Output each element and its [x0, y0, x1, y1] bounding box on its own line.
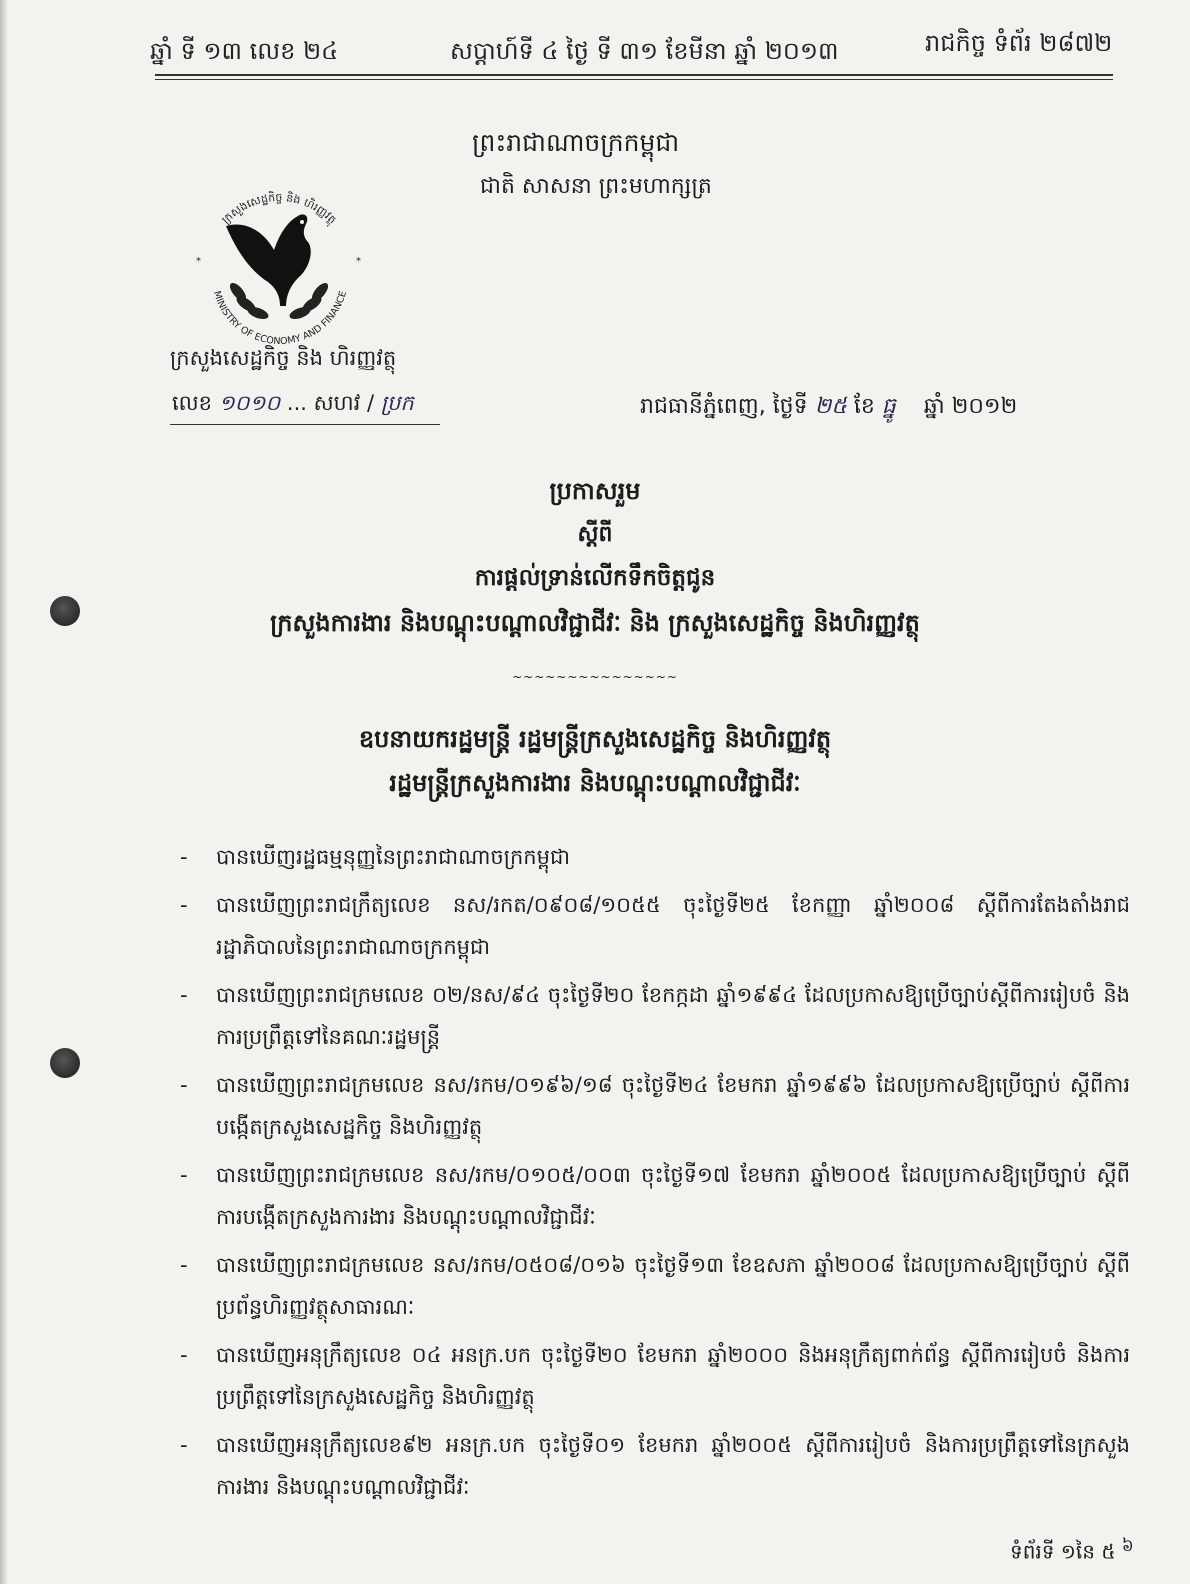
national-motto: ជាតិ សាសនា ព្រះមហាក្សត្រ: [480, 174, 712, 199]
parties-title: ក្រសួងការងារ និងបណ្តុះបណ្តាលវិជ្ជាជីវៈ និង ក្រសួងសេដ្ឋកិច្ច និងហិរញ្ញវត្ថុ: [270, 609, 920, 637]
seal-top-text: ក្រសួងសេដ្ឋកិច្ច និង ហិរញ្ញវត្ថុ: [219, 191, 339, 227]
reference-underline: [170, 424, 440, 425]
list-item: - បានឃើញព្រះរាជក្រមលេខ ០២/នស/៩៤ ចុះថ្ងៃទី២០ ខែកក្កដា ឆ្នាំ១៩៩៤ ដែលប្រកាសឱ្យប្រើច្បាប់ស្តីពីការរៀបចំ និងការប្រព្រឹត្តទៅនៃគណៈរដ្ឋមន្ត្រី: [180, 983, 1130, 1049]
dateline-day: ២៥: [814, 394, 847, 419]
kingdom-name: ព្រះរាជាណាចក្រកម្ពុជា: [472, 128, 680, 157]
reference-number: លេខ ១០១០ ... សហវ / ប្រក: [172, 391, 414, 415]
page-mark: ៦: [1121, 1536, 1134, 1555]
reference-code-handwritten: ប្រក: [380, 391, 414, 415]
dateline-year: ឆ្នាំ ២០១២: [923, 394, 1018, 419]
svg-text:*: *: [196, 256, 201, 267]
subject-title: ការផ្តល់ទ្រាន់លើកទឹកចិត្តជូន: [474, 565, 716, 591]
list-item: - បានឃើញរដ្ឋធម្មនុញ្ញនៃព្រះរាជាណាចក្រកម្ពុជា: [180, 845, 570, 869]
header-rule-thin: [155, 79, 1113, 80]
gazette-year-issue: ឆ្នាំ ទី ១៣ លេខ ២៤: [150, 37, 339, 65]
reference-separator: សហវ: [313, 391, 361, 415]
seal-bottom-text: MINISTRY OF ECONOMY AND FINANCE: [210, 289, 350, 348]
list-item: - បានឃើញព្រះរាជក្រមលេខ នស/រកម/០១៩៦/១៨ ចុះថ្ងៃទី២៤ ខែមករា ឆ្នាំ១៩៩៦ ដែលប្រកាសឱ្យប្រើច្បាប់ ស្តីពីការបង្កើតក្រសួងសេដ្ឋកិច្ច និងហិរញ្ញវត្ថុ: [180, 1073, 1130, 1139]
dateline: [640, 392, 1017, 424]
dateline-place: រាជធានីភ្នំពេញ, ថ្ងៃទី: [640, 394, 808, 419]
authority-line-2: រដ្ឋមន្ត្រីក្រសួងការងារ និងបណ្តុះបណ្តាលវិជ្ជាជីវៈ: [389, 769, 801, 797]
list-item: - បានឃើញព្រះរាជក្រមលេខ នស/រកម/០៥០៨/០១៦ ចុះថ្ងៃទី១៣ ខែឧសភា ឆ្នាំ២០០៨ ដែលប្រកាសឱ្យប្រើច្បាប់ ស្តីពីប្រព័ន្ធហិរញ្ញវត្ថុសាធារណៈ: [180, 1253, 1130, 1319]
header-rule: [155, 74, 1113, 76]
page-footer: [1010, 1536, 1134, 1569]
citation-list: [180, 836, 1130, 1514]
list-item: - បានឃើញព្រះរាជក្រឹត្យលេខ នស/រកត/០៩០៨/១០៥៥ ចុះថ្ងៃទី២៥ ខែកញ្ញា ឆ្នាំ២០០៨ ស្តីពីការតែងតាំងរាជរដ្ឋាភិបាលនៃព្រះរាជាណាចក្រកម្ពុជា: [180, 893, 1130, 959]
punch-hole-icon: [50, 1048, 80, 1078]
document-type-title: ប្រកាសរួម: [549, 477, 641, 505]
page-counter: ទំព័រទី ១នៃ ៥: [1010, 1539, 1116, 1564]
list-item: - បានឃើញព្រះរាជក្រមលេខ នស/រកម/០១០៥/០០៣ ចុះថ្ងៃទី១៧ ខែមករា ឆ្នាំ២០០៥ ដែលប្រកាសឱ្យប្រើច្បាប់ ស្តីពីការបង្កើតក្រសួងការងារ និងបណ្តុះបណ្តាលវិជ្ជាជីវៈ: [180, 1163, 1130, 1229]
authority-line-1: ឧបនាយករដ្ឋមន្ត្រី រដ្ឋមន្ត្រីក្រសួងសេដ្ឋកិច្ច និងហិរញ្ញវត្ថុ: [358, 725, 832, 753]
reference-number-handwritten: ១០១០: [218, 391, 281, 415]
svg-text:*: *: [356, 256, 361, 267]
gazette-page-number: រាជកិច្ច ទំព័រ ២៨៧២: [925, 29, 1113, 57]
gazette-week-date: សប្តាហ៍ទី ៤ ថ្ងៃ ទី ៣១ ខែមីនា ឆ្នាំ ២០១៣: [450, 37, 839, 65]
about-label: ស្តីពី: [577, 522, 613, 547]
punch-hole-icon: [50, 596, 80, 626]
ministry-name: ក្រសួងសេដ្ឋកិច្ច និង ហិរញ្ញវត្ថុ: [170, 346, 397, 370]
dateline-month-label: ខែ: [853, 394, 875, 419]
reference-prefix: លេខ: [172, 391, 212, 415]
list-item: - បានឃើញអនុក្រឹត្យលេខ៩២ អនក្រ.បក ចុះថ្ងៃទី០១ ខែមករា ឆ្នាំ២០០៥ ស្តីពីការរៀបចំ និងការប្រព្រឹត្តទៅនៃក្រសួងការងារ និងបណ្តុះបណ្តាលវិជ្ជាជីវៈ: [180, 1433, 1130, 1499]
dateline-month: ធ្នូ: [881, 394, 896, 419]
ministry-seal-icon: [186, 172, 372, 352]
list-item: - បានឃើញអនុក្រឹត្យលេខ ០៤ អនក្រ.បក ចុះថ្ងៃទី២០ ខែមករា ឆ្នាំ២០០០ និងអនុក្រឹត្យពាក់ព័ន្ធ ស្តីពីការរៀបចំ និងការប្រព្រឹត្តទៅនៃក្រសួងសេដ្ឋកិច្ច និងហិរញ្ញវត្ថុ: [180, 1343, 1130, 1409]
ornament-divider: ~~~~~~~~~~~~~~~: [512, 670, 678, 684]
